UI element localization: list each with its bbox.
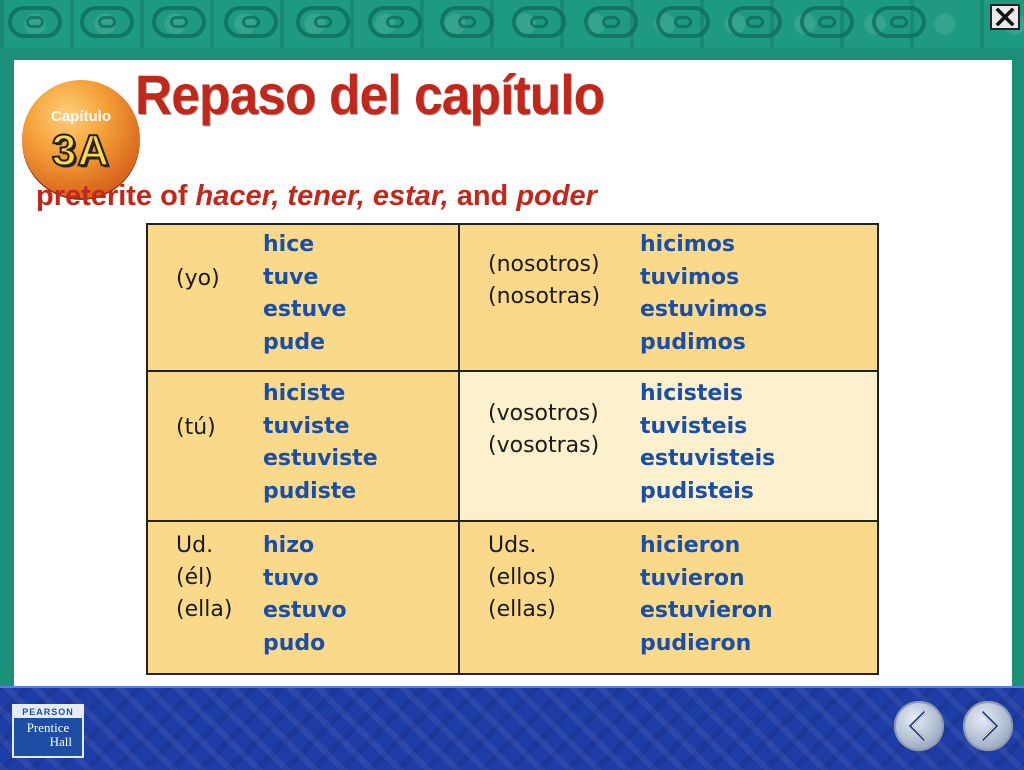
pronoun: Ud. <box>176 533 214 558</box>
verb-form-list <box>640 229 767 359</box>
subtitle-conjunction: and <box>448 180 517 212</box>
table-cell-nosotros <box>460 225 877 372</box>
verb-form: estuvieron <box>640 598 773 623</box>
swirl-ornament <box>656 6 710 38</box>
next-slide-button[interactable] <box>963 701 1013 751</box>
pronoun: (ellas) <box>488 597 556 622</box>
subtitle-verbs: hacer, tener, estar, <box>195 180 449 212</box>
logo-mid-text: Prentice <box>26 720 70 735</box>
verb-form: hicimos <box>640 232 735 257</box>
verb-form: pudo <box>263 630 326 656</box>
table-cell-tu <box>148 372 460 522</box>
verb-form-list <box>263 378 378 508</box>
verb-form: pude <box>263 329 326 355</box>
swirl-ornament <box>584 6 638 38</box>
table-cell-uds <box>460 522 877 673</box>
subtitle-last-verb: poder <box>516 180 597 212</box>
verb-form: tuvieron <box>640 565 745 591</box>
swirl-ornament <box>224 6 278 38</box>
table-cell-vosotros <box>460 372 877 522</box>
chevron-right-icon <box>973 709 1003 743</box>
verb-form: hice <box>263 232 315 257</box>
verb-form-list <box>640 378 775 508</box>
page-title: Repaso del capítulo <box>135 63 605 126</box>
swirl-ornament <box>8 6 62 38</box>
logo-bottom-text: Hall <box>49 734 72 749</box>
swirl-ornament <box>440 6 494 38</box>
pronoun: (tú) <box>176 415 216 440</box>
swirl-ornament <box>80 6 134 38</box>
chevron-left-icon <box>904 709 934 743</box>
verb-form: pudieron <box>640 630 752 656</box>
verb-form: estuve <box>263 297 347 322</box>
pronoun-list <box>176 263 220 295</box>
top-decorative-band <box>0 0 1024 48</box>
pronoun: Uds. <box>488 533 537 558</box>
pronoun: (nosotros) <box>488 252 600 277</box>
verb-form: hicieron <box>640 533 741 558</box>
subtitle-prefix: preterite of <box>36 180 196 212</box>
badge-caption: Capítulo <box>51 108 111 125</box>
table-cell-ud <box>148 522 460 673</box>
previous-slide-button[interactable] <box>894 701 944 751</box>
pronoun-list <box>488 530 556 626</box>
verb-form: estuvimos <box>640 297 768 322</box>
swirl-ornament <box>728 6 782 38</box>
logo-top-text: PEARSON <box>14 706 82 718</box>
verb-form: hizo <box>263 533 315 558</box>
verb-form: tuvimos <box>640 264 740 290</box>
verb-form: tuvisteis <box>640 413 748 439</box>
table-cell-yo <box>148 225 460 372</box>
pronoun: (yo) <box>176 266 220 291</box>
verb-form: pudimos <box>640 329 746 355</box>
verb-form: hicisteis <box>640 381 743 406</box>
verb-form: estuvo <box>263 598 347 623</box>
verb-form-list <box>263 229 346 359</box>
pronoun: (ella) <box>176 597 233 622</box>
pronoun-list <box>176 412 216 444</box>
verb-form: hiciste <box>263 381 346 406</box>
pronoun-list <box>488 398 599 462</box>
swirl-ornament <box>296 6 350 38</box>
verb-form: tuviste <box>263 413 350 439</box>
verb-form-list <box>263 530 347 660</box>
verb-form-list <box>640 530 773 660</box>
conjugation-table <box>146 223 879 675</box>
badge-chapter-code: 3A <box>51 126 111 175</box>
swirl-ornament <box>152 6 206 38</box>
verb-form: tuvo <box>263 565 319 591</box>
swirl-ornament <box>800 6 854 38</box>
publisher-logo <box>12 704 84 758</box>
pronoun-list <box>176 530 232 626</box>
swirl-ornament <box>872 6 926 38</box>
verb-form: pudisteis <box>640 478 754 504</box>
bottom-navigation-bar <box>0 686 1024 770</box>
pronoun: (ellos) <box>488 565 556 590</box>
verb-form: estuviste <box>263 446 378 471</box>
swirl-ornament <box>368 6 422 38</box>
verb-form: estuvisteis <box>640 446 776 471</box>
section-subtitle <box>36 180 597 213</box>
pronoun: (nosotras) <box>488 284 601 309</box>
pronoun-list <box>488 249 600 313</box>
pronoun: (él) <box>176 565 213 590</box>
close-icon <box>995 8 1015 26</box>
verb-form: pudiste <box>263 478 357 504</box>
pronoun: (vosotros) <box>488 401 599 426</box>
pronoun: (vosotras) <box>488 433 600 458</box>
swirl-ornament <box>512 6 566 38</box>
close-button[interactable] <box>990 4 1020 30</box>
verb-form: tuve <box>263 264 319 290</box>
